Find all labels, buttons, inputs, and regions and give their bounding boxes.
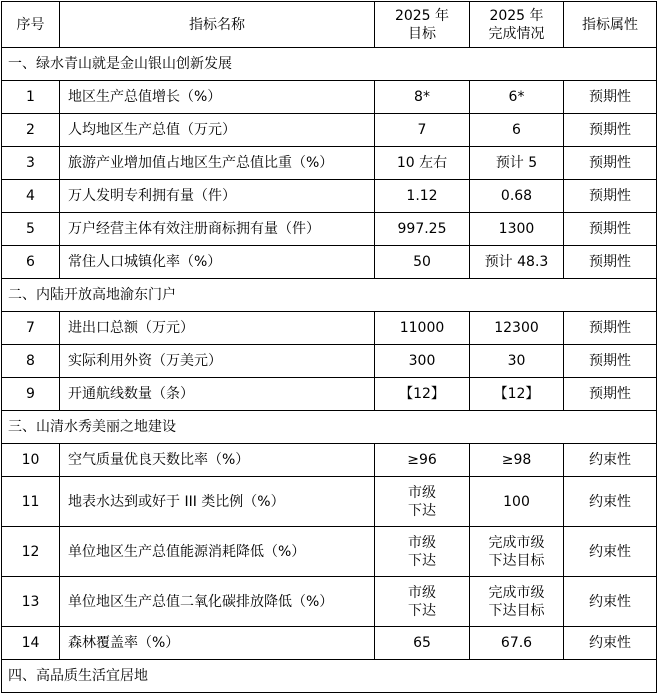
header-row [2,2,657,48]
table-row [2,627,657,660]
row-name: 单位地区生产总值二氧化碳排放降低（%） [60,577,375,627]
table-row [2,527,657,577]
row-seq: 7 [2,312,60,345]
table-row [2,345,657,378]
row-target: 65 [375,627,470,660]
header-attr: 指标属性 [564,2,657,48]
row-name: 开通航线数量（条） [60,378,375,411]
row-seq: 4 [2,180,60,213]
header-target: 2025 年 目标 [375,2,470,48]
row-attr: 预期性 [564,312,657,345]
row-target: 50 [375,246,470,279]
row-actual: 1300 [470,213,564,246]
row-target: 7 [375,114,470,147]
row-attr: 预期性 [564,213,657,246]
row-attr: 约束性 [564,627,657,660]
row-name: 实际利用外资（万美元） [60,345,375,378]
row-seq: 14 [2,627,60,660]
header-seq: 序号 [2,2,60,48]
row-actual: 6* [470,81,564,114]
row-actual: 6 [470,114,564,147]
row-name: 常住人口城镇化率（%） [60,246,375,279]
section-title: 一、绿水青山就是金山银山创新发展 [2,48,657,81]
row-target: 997.25 [375,213,470,246]
header-actual: 2025 年 完成情况 [470,2,564,48]
row-seq: 12 [2,527,60,577]
row-target: ≥96 [375,444,470,477]
row-actual: 0.68 [470,180,564,213]
row-target: 市级 下达 [375,477,470,527]
table-row [2,444,657,477]
row-target: 300 [375,345,470,378]
row-seq: 10 [2,444,60,477]
row-name: 旅游产业增加值占地区生产总值比重（%） [60,147,375,180]
row-seq: 1 [2,81,60,114]
row-target: 市级 下达 [375,527,470,577]
row-actual: 完成市级 下达目标 [470,577,564,627]
table-row [2,180,657,213]
table-row [2,81,657,114]
row-actual: 预计 5 [470,147,564,180]
row-seq: 8 [2,345,60,378]
indicator-table [1,1,657,693]
section-title: 二、内陆开放高地渝东门户 [2,279,657,312]
row-actual: ≥98 [470,444,564,477]
row-actual: 30 [470,345,564,378]
row-name: 人均地区生产总值（万元） [60,114,375,147]
table-row [2,378,657,411]
row-attr: 约束性 [564,527,657,577]
row-actual: 100 [470,477,564,527]
row-name: 万户经营主体有效注册商标拥有量（件） [60,213,375,246]
row-seq: 2 [2,114,60,147]
row-seq: 9 [2,378,60,411]
row-attr: 预期性 [564,378,657,411]
table-row [2,577,657,627]
row-seq: 11 [2,477,60,527]
row-actual: 12300 [470,312,564,345]
row-attr: 预期性 [564,180,657,213]
row-seq: 5 [2,213,60,246]
table-row [2,147,657,180]
section-row [2,660,657,693]
row-target: 1.12 [375,180,470,213]
table-row [2,246,657,279]
row-actual: 预计 48.3 [470,246,564,279]
row-target: 10 左右 [375,147,470,180]
table-row [2,312,657,345]
row-actual: 67.6 [470,627,564,660]
row-actual: 【12】 [470,378,564,411]
row-seq: 6 [2,246,60,279]
row-name: 空气质量优良天数比率（%） [60,444,375,477]
section-title: 四、高品质生活宜居地 [2,660,657,693]
row-name: 进出口总额（万元） [60,312,375,345]
row-target: 11000 [375,312,470,345]
row-name: 地区生产总值增长（%） [60,81,375,114]
row-attr: 预期性 [564,246,657,279]
row-target: 8* [375,81,470,114]
section-row [2,279,657,312]
header-name: 指标名称 [60,2,375,48]
row-seq: 3 [2,147,60,180]
row-attr: 预期性 [564,81,657,114]
row-attr: 预期性 [564,114,657,147]
row-name: 单位地区生产总值能源消耗降低（%） [60,527,375,577]
row-attr: 预期性 [564,147,657,180]
section-title: 三、山清水秀美丽之地建设 [2,411,657,444]
row-name: 万人发明专利拥有量（件） [60,180,375,213]
row-attr: 预期性 [564,345,657,378]
row-name: 森林覆盖率（%） [60,627,375,660]
row-seq: 13 [2,577,60,627]
table-row [2,213,657,246]
table-row [2,114,657,147]
row-target: 【12】 [375,378,470,411]
row-attr: 约束性 [564,577,657,627]
table-body [2,48,657,693]
row-attr: 约束性 [564,477,657,527]
row-actual: 完成市级 下达目标 [470,527,564,577]
section-row [2,48,657,81]
row-name: 地表水达到或好于 III 类比例（%） [60,477,375,527]
row-target: 市级 下达 [375,577,470,627]
section-row [2,411,657,444]
table-row [2,477,657,527]
row-attr: 约束性 [564,444,657,477]
